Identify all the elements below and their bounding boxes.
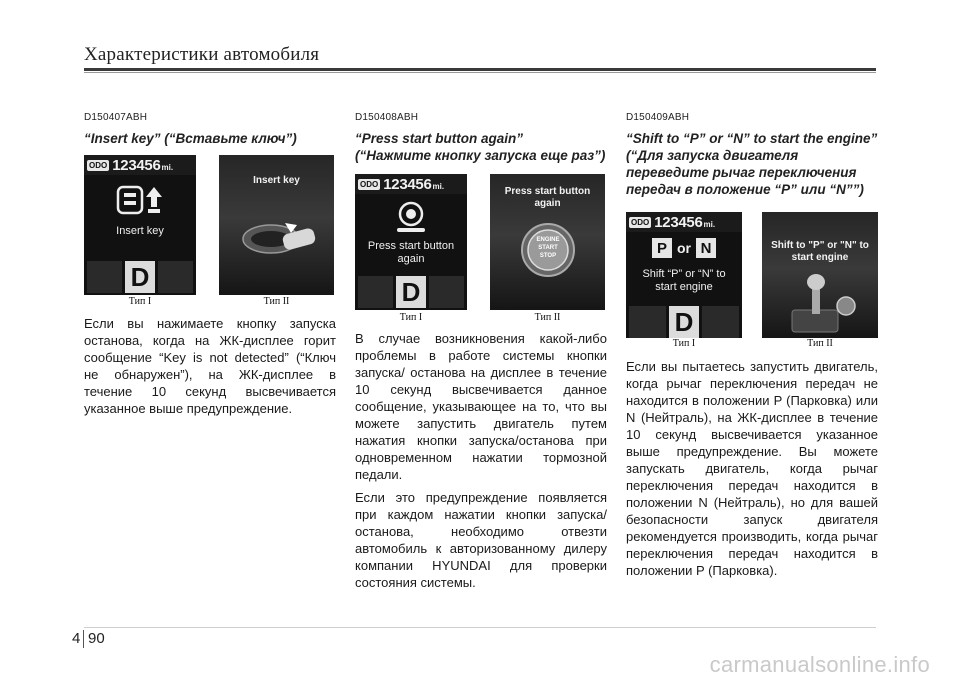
start-button-icon (391, 200, 431, 234)
gear-n-badge: N (696, 238, 716, 258)
odo-tag: ODO (360, 179, 379, 189)
section-body (626, 358, 878, 579)
footer-rule (84, 627, 876, 628)
section-press-start-again (355, 112, 607, 597)
header-rule (84, 68, 876, 71)
cluster-display-type1 (84, 155, 196, 295)
body-paragraph: В случае возникновения какой-либо проблемы в работе системы кнопки запуска/ останова на дисплее в течение 10 секунд высвечивается данное сообщение, указывающее на то, что вы можете запустить двигатель путем нажатия кнопки запуска/останова при одновременном нажатии тормозной педали. (355, 331, 607, 482)
figure-caption-type1: Тип I (128, 296, 152, 307)
gear-indicator-row (84, 261, 196, 293)
odo-tag: ODO (89, 160, 108, 170)
odometer-bar (355, 174, 467, 194)
cluster-display-type1 (355, 174, 467, 310)
gear-lever-icon (788, 272, 858, 334)
section-title (355, 130, 607, 164)
chapter-number: 4 (72, 630, 81, 647)
page-number: 90 (88, 630, 105, 647)
page-header-title: Характеристики автомобиля (84, 44, 320, 65)
odometer-unit: mi. (432, 182, 445, 191)
odometer-unit: mi. (703, 220, 716, 229)
gear-d-indicator: D (669, 306, 699, 338)
gear-p-badge: P (652, 238, 672, 258)
cluster-display-type2 (219, 155, 334, 295)
figure-caption-type2: Тип II (807, 338, 833, 349)
screen-message-type2: Press start button again (504, 186, 591, 209)
cluster-display-type1 (626, 212, 742, 338)
figure-insert-key (84, 155, 336, 315)
odometer-value: 123456 (112, 156, 161, 174)
screen-message: Shift “P” or “N” to start engine (642, 268, 726, 293)
odometer-value: 123456 (383, 175, 432, 193)
section-title (84, 130, 336, 147)
figure-caption-type1: Тип I (672, 338, 696, 349)
odometer-unit: mi. (161, 163, 174, 172)
section-code: D150407ABH (84, 112, 148, 123)
body-paragraph: Если вы пытаетесь запустить двигатель, когда рычаг переключения передач не находится в положении P (Парковка) или N (Нейтраль), на ЖК-дисплее в течение 10 секунд высвечивается указанное выше предупреждение. Вы можете запускать двигатель, когда рычаг переключения передач находится в положении N (Нейтраль), но для вашей безопасности запуск двигателя рекомендуется производить, когда рычаг переключения передач находится в положении P (Парковка). (626, 359, 878, 578)
odometer-bar (626, 212, 742, 232)
body-paragraph: Если это предупреждение появляется при каждом нажатии кнопки запуска/останова, необходимо отвезти автомобиль к авторизованному дилеру компании HYUNDAI для проверки состояния системы. (355, 490, 607, 590)
gear-indicator-row (355, 276, 467, 308)
section-body (84, 315, 336, 417)
odometer-bar (84, 155, 196, 175)
key-slot-icon (237, 205, 323, 265)
gear-d-indicator: D (396, 276, 426, 308)
screen-message: Insert key (116, 225, 164, 237)
section-title-ru: (“Нажмите кнопку запуска еще раз”) (355, 148, 606, 163)
watermark-text: carmanualsonline.info (709, 652, 930, 677)
gear-d-indicator: D (125, 261, 155, 293)
body-paragraph: Если вы нажимаете кнопку запуска останова, когда на ЖК-дисплее горит сообщение “Key is not detected” (“Ключ не обнаружен”), на ЖК-дисплее в течение 10 секунд высвечивается указанное выше предупреждение. (84, 316, 336, 416)
or-label: or (677, 240, 691, 256)
header-rule-thin (84, 72, 876, 73)
cluster-display-type2 (490, 174, 605, 310)
section-code: D150409ABH (626, 112, 690, 123)
key-insert-icon (114, 183, 166, 217)
section-shift-p-or-n (626, 112, 878, 585)
figure-caption-type2: Тип II (263, 296, 290, 307)
odometer-value: 123456 (654, 213, 703, 231)
section-body (355, 330, 607, 591)
section-title-text: “Shift to “P” or “N” to start the engine” (“Для запуска двигателя переведите рычаг переключения передач в положение “P” или “N””) (626, 131, 878, 197)
figure-press-start (355, 174, 607, 324)
section-title-en: “Press start button again” (355, 131, 524, 146)
start-stop-button-label: ENGINE START STOP (536, 237, 560, 259)
section-title-text: “Insert key” (“Вставьте ключ”) (84, 131, 297, 146)
p-or-n-row (626, 238, 742, 258)
figure-caption-type2: Тип II (534, 312, 561, 323)
page-number-divider (83, 630, 84, 648)
cluster-display-type2 (762, 212, 878, 338)
screen-message-type2: Shift to "P" or "N" to start engine (771, 240, 869, 263)
section-title (626, 130, 878, 198)
section-code: D150408ABH (355, 112, 419, 123)
section-insert-key (84, 112, 336, 423)
figure-shift-p-n (626, 212, 878, 352)
gear-indicator-row (626, 306, 742, 338)
figure-caption-type1: Тип I (399, 312, 423, 323)
screen-message-type2: Insert key (253, 175, 300, 186)
odo-tag: ODO (631, 217, 650, 227)
screen-message: Press start button again (367, 240, 455, 265)
